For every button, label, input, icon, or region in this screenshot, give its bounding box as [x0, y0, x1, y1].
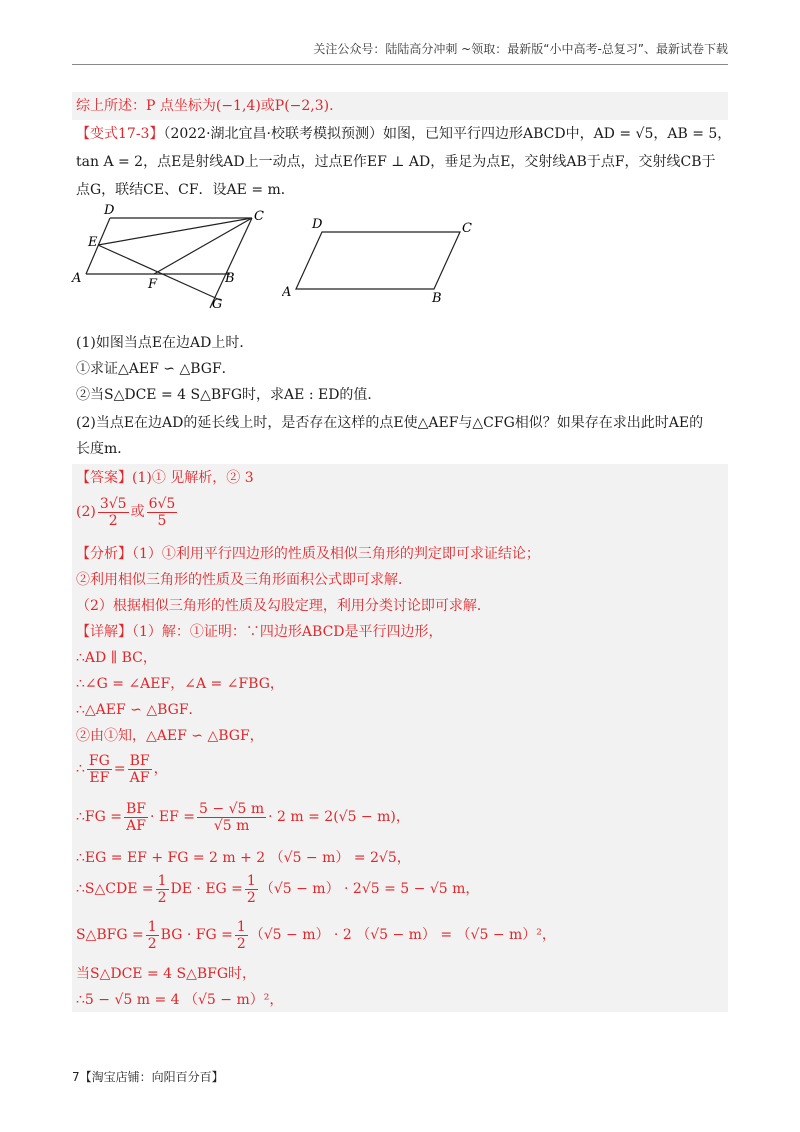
detail-line-9: ∴S△CDE = $\frac{1}{2}$ DE · EG = $\frac{1}{2}$ （√5 − m） · 2√5 = 5 − √5 m， [76, 872, 480, 906]
page-header: 关注公众号：陆陆高分冲刺 ~领取：最新版“小中高考-总复习”、最新试卷下载 [313, 42, 728, 56]
answer-or: 或 [130, 504, 145, 520]
summary-line: 综上所述：P 点坐标为(−1,4)或P(−2,3). [76, 98, 334, 114]
fig1-label-C: C [254, 209, 264, 224]
answer-line-2 [76, 494, 179, 530]
problem-tag: 【变式17-3】 [76, 126, 164, 142]
answer-fraction-1: $\frac{3√5}{2}$ [99, 495, 127, 529]
analysis-line-1: 【分析】（1）①利用平行四边形的性质及相似三角形的判定即可求证结论； [76, 546, 540, 562]
figure-1 [70, 200, 270, 315]
detail-line-3: ∴∠G = ∠AEF，∠A = ∠FBG， [76, 676, 284, 692]
analysis-label: 【分析】 [76, 546, 132, 562]
detail-line-8: ∴EG = EF + FG = 2 m + 2 （√5 − m） = 2√5， [76, 850, 411, 866]
problem-text-1: （2022·湖北宜昌·校联考模拟预测）如图，已知平行四边形ABCD中，AD = √5，AB = 5， [163, 126, 732, 142]
answer-label: 【答案】 [76, 470, 132, 486]
question-2: (2)当点E在边AD的延长线上时，是否存在这样的点E使△AEF与△CFG相似？如果存在求出此时AE的 [76, 415, 704, 431]
page-footer: 7【淘宝店铺：向阳百分百】 [72, 1070, 224, 1084]
fig2-parallelogram [296, 232, 460, 289]
fig1-label-F: F [148, 277, 158, 292]
detail-line-11: 当S△DCE = 4 S△BFG时， [76, 966, 257, 982]
fig1-label-D: D [104, 203, 115, 218]
detail-line-10: S△BFG = $\frac{1}{2}$ BG · FG = $\frac{1}{2}$ （√5 − m） · 2 （√5 − m） = （√5 − m）²， [76, 918, 556, 952]
detail-line-5: ②由①知，△AEF ∽ △BGF， [76, 728, 264, 744]
fig2-label-A: A [282, 285, 292, 300]
answer-text-1: (1)① 见解析，② 3 [132, 470, 254, 486]
problem-line-3: 点G，联结CE、CF．设AE = m． [76, 182, 295, 198]
fig2-label-D: D [312, 217, 323, 232]
detail-frac-bf-af-2: $\frac{BF}{AF}$ [126, 800, 147, 834]
detail-line-7: ∴FG = $\frac{BF}{AF}$ · EF = $\frac{5 - √5 m}{√5 m}$ · 2 m = 2(√5 − m)， [76, 800, 410, 834]
analysis-line-3: （2）根据相似三角形的性质及勾股定理，利用分类讨论即可求解． [76, 598, 491, 614]
question-2-cont: 长度m． [76, 441, 132, 457]
problem-line-1 [76, 124, 731, 144]
detail-frac-half-1: $\frac{1}{2}$ [157, 872, 167, 906]
detail-frac-5-root5m: $\frac{5 - √5 m}{√5 m}$ [199, 800, 265, 834]
question-1-2: ②当S△DCE = 4 S△BFG时，求AE : ED的值． [76, 387, 382, 403]
detail-frac-half-4: $\frac{1}{2}$ [236, 918, 246, 952]
fig1-line-EG [98, 245, 220, 300]
analysis-line-2: ②利用相似三角形的性质及三角形面积公式即可求解． [76, 572, 412, 588]
detail-line-1: 【详解】（1）解：①证明：∵四边形ABCD是平行四边形， [76, 624, 443, 640]
detail-line-12: ∴5 − √5 m = 4 （√5 − m）²， [76, 992, 284, 1008]
detail-line-2: ∴AD ∥ BC， [76, 650, 157, 666]
detail-frac-bf-af: $\frac{BF}{AF}$ [129, 752, 150, 786]
fig2-label-C: C [462, 221, 472, 236]
detail-frac-half-2: $\frac{1}{2}$ [246, 872, 256, 906]
header-rule [72, 64, 728, 65]
question-1-1: ①求证△AEF ∽ △BGF． [76, 361, 236, 377]
detail-frac-half-3: $\frac{1}{2}$ [147, 918, 157, 952]
fig1-label-G: G [212, 297, 223, 312]
answer-line-1 [76, 468, 254, 488]
detail-line-6: ∴ $\frac{FG}{EF}$ = $\frac{BF}{AF}$ ， [76, 752, 168, 786]
fig2-label-B: B [432, 291, 442, 304]
detail-label: 【详解】 [76, 624, 132, 640]
fig1-label-E: E [88, 235, 98, 250]
problem-line-2: tan A = 2，点E是射线AD上一动点，过点E作EF ⊥ AD，垂足为点E，交射线AB于点F，交射线CB于 [76, 154, 716, 170]
question-1: (1)如图当点E在边AD上时． [76, 335, 254, 351]
fig1-line-CG [210, 218, 252, 308]
answer-fraction-2: $\frac{6√5}{5}$ [148, 495, 176, 529]
answer-prefix: (2) [76, 504, 96, 520]
fig1-label-B: B [225, 271, 235, 286]
detail-frac-fg-ef: $\frac{FG}{EF}$ [88, 752, 110, 786]
detail-line-4: ∴△AEF ∽ △BGF． [76, 702, 203, 718]
fig1-label-A: A [72, 271, 82, 286]
figure-2 [282, 214, 482, 304]
